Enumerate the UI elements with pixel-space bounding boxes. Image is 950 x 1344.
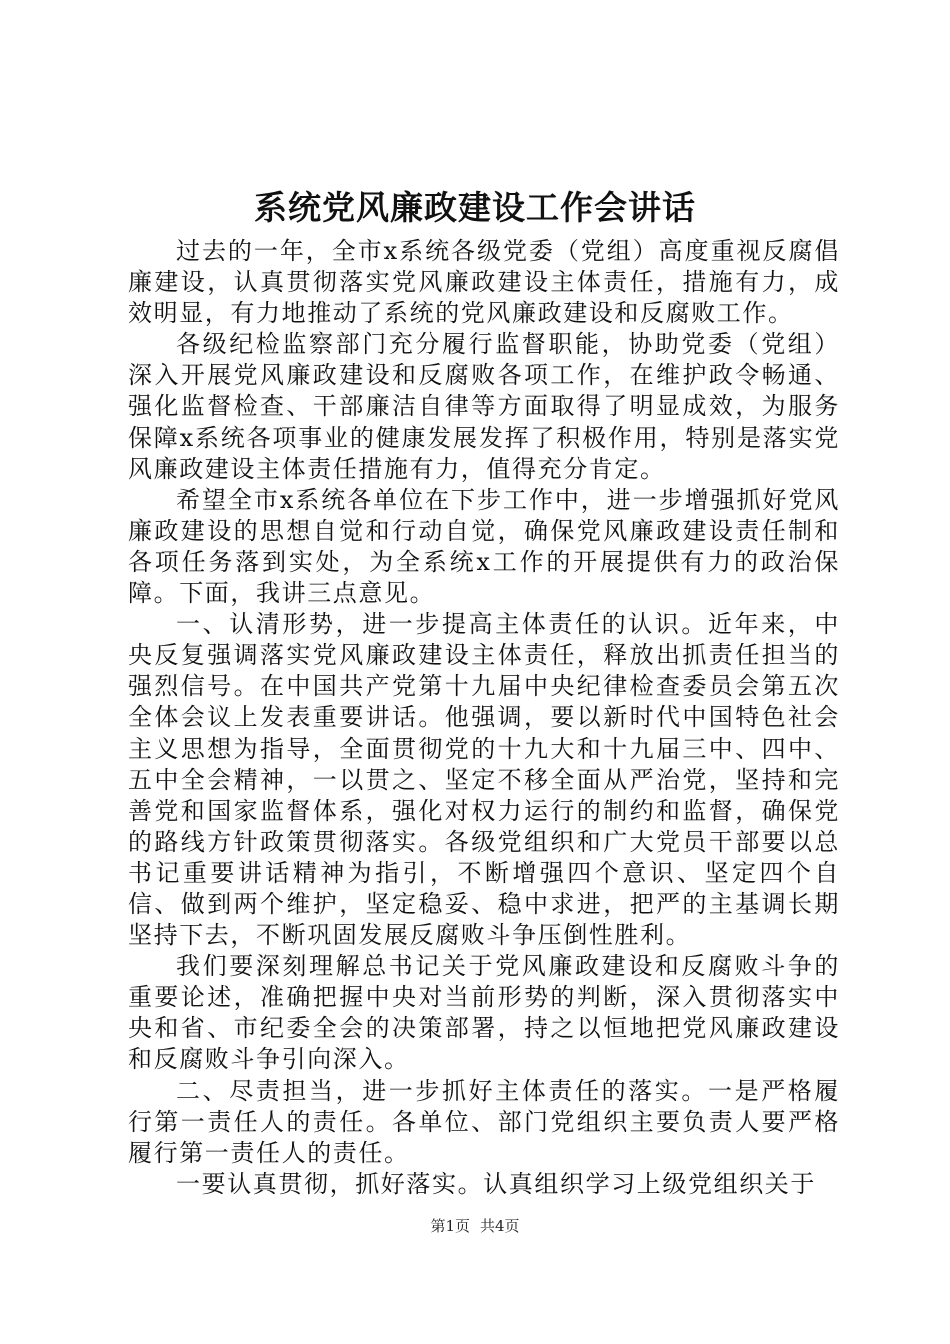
paragraph-1: 过去的一年，全市x系统各级党委（党组）高度重视反腐倡廉建设，认真贯彻落实党风廉政建设主体责任，措施有力，成效明显，有力地推动了系统的党风廉政建设和反腐败工作。 [128,237,840,328]
page-number: 第1页 [430,1217,470,1235]
paragraph-7: 一要认真贯彻，抓好落实。认真组织学习上级党组织关于 [176,1169,816,1198]
page-footer [0,1215,950,1237]
document-body [128,236,840,1200]
paragraph-2: 各级纪检监察部门充分履行监督职能，协助党委（党组）深入开展党风廉政建设和反腐败各项工作，在维护政令畅通、强化监督检查、干部廉洁自律等方面取得了明显成效，为服务保障x系统各项事业的健康发展发挥了积极作用，特别是落实党风廉政建设主体责任措施有力，值得充分肯定。 [128,330,840,483]
paragraph-3: 希望全市x系统各单位在下步工作中，进一步增强抓好党风廉政建设的思想自觉和行动自觉，确保党风廉政建设责任制和各项任务落到实处，为全系统x工作的开展提供有力的政治保障。下面，我讲三点意见。 [128,485,840,608]
paragraph-6: 二、尽责担当，进一步抓好主体责任的落实。一是严格履行第一责任人的责任。各单位、部门党组织主要负责人要严格履行第一责任人的责任。 [128,1076,840,1167]
page-total: 共4页 [480,1217,520,1235]
document-title: 系统党风廉政建设工作会讲话 [254,188,696,227]
paragraph-4: 一、认清形势，进一步提高主体责任的认识。近年来，中央反复强调落实党风廉政建设主体责任，释放出抓责任担当的强烈信号。在中国共产党第十九届中央纪律检查委员会第五次全体会议上发表重要讲话。他强调，要以新时代中国特色社会主义思想为指导，全面贯彻党的十九大和十九届三中、四中、五中全会精神，一以贯之、坚定不移全面从严治党，坚持和完善党和国家监督体系，强化对权力运行的制约和监督，确保党的路线方针政策贯彻落实。各级党组织和广大党员干部要以总书记重要讲话精神为指引，不断增强四个意识、坚定四个自信、做到两个维护，坚定稳妥、稳中求进，把严的主基调长期坚持下去，不断巩固发展反腐败斗争压倒性胜利。 [128,610,840,950]
paragraph-5: 我们要深刻理解总书记关于党风廉政建设和反腐败斗争的重要论述，准确把握中央对当前形势的判断，深入贯彻落实中央和省、市纪委全会的决策部署，持之以恒地把党风廉政建设和反腐败斗争引向深入。 [128,952,840,1074]
